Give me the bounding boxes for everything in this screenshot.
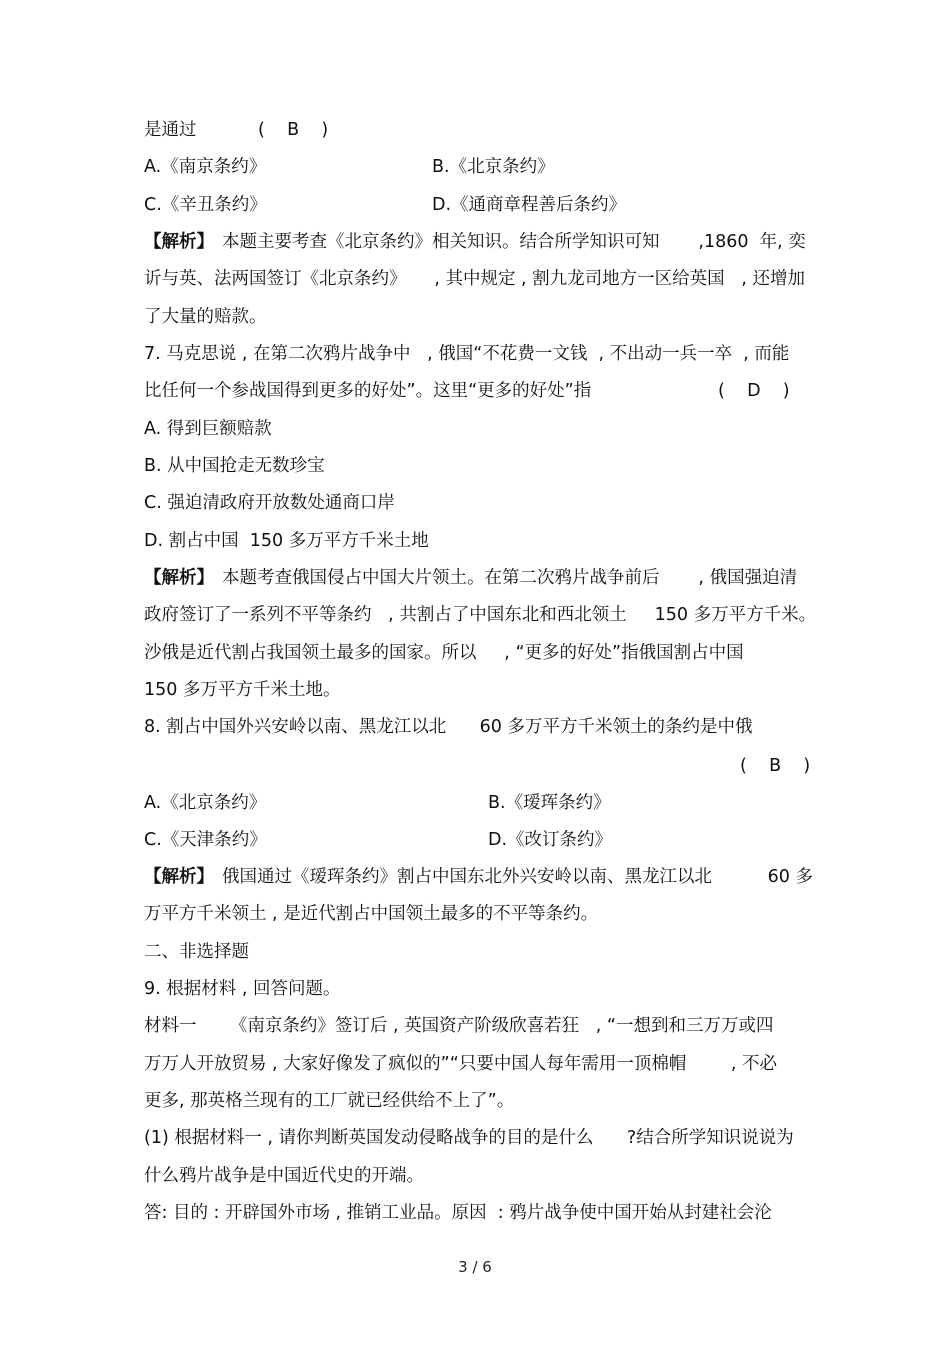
q7-option-a: A. 得到巨额赔款: [144, 419, 272, 439]
q9-material-line-2: 万万人开放贸易 , 大家好像发了疯似的”“只要中国人每年需用一顶棉帽 , 不必: [144, 1054, 777, 1074]
q9-answer-line: 答: 目的 : 开辟国外市场 , 推销工业品。原因 : 鸦片战争使中国开始从封建社会沦: [144, 1203, 772, 1223]
q8-analysis-tag: 【解析】: [144, 867, 214, 887]
q7-analysis-line-1: 本题考查俄国侵占中国大片领土。在第二次鸦片战争前后 , 俄国强迫清: [222, 568, 798, 588]
q7-option-b: B. 从中国抢走无数珍宝: [144, 456, 325, 476]
q6-stem-end: 是通过: [144, 120, 197, 140]
q7-option-d: D. 割占中国 150 多万平方千米土地: [144, 531, 429, 551]
q9-stem: 9. 根据材料 , 回答问题。: [144, 979, 341, 999]
q8-option-d: D.《改订条约》: [488, 830, 613, 850]
q8-option-a: A.《北京条约》: [144, 793, 267, 813]
q6-analysis-line-1: 本题主要考查《北京条约》相关知识。结合所学知识可知 ,1860 年, 奕: [222, 232, 806, 252]
q8-stem: 8. 割占中国外兴安岭以南、黑龙江以北 60 多万平方千米领土的条约是中俄: [144, 717, 753, 737]
q9-sub1-line-2: 什么鸦片战争是中国近代史的开端。: [144, 1166, 424, 1186]
q6-analysis-line-3: 了大量的赔款。: [144, 307, 267, 327]
q7-analysis-line-2: 政府签订了一系列不平等条约 , 共割占了中国东北和西北领土 150 多万平方千米。: [144, 605, 817, 625]
q6-option-b: B.《北京条约》: [432, 157, 555, 177]
q6-option-a: A.《南京条约》: [144, 157, 267, 177]
q6-option-c: C.《辛丑条约》: [144, 195, 267, 215]
q8-option-b: B.《瑷珲条约》: [488, 793, 611, 813]
q9-material-line-1: 材料一 《南京条约》签订后 , 英国资产阶级欣喜若狂 , “一想到和三万万或四: [144, 1016, 774, 1036]
page-number: 3 / 6: [458, 1258, 492, 1276]
q6-analysis-tag: 【解析】: [144, 232, 214, 252]
q7-stem-line-1: 7. 马克思说 , 在第二次鸦片战争中 , 俄国“不花费一文钱 , 不出动一兵一卒 , 而能: [144, 344, 790, 364]
q9-material-line-3: 更多, 那英格兰现有的工厂就已经供给不上了”。: [144, 1091, 515, 1111]
q7-analysis-tag: 【解析】: [144, 568, 214, 588]
q7-analysis-line-3: 沙俄是近代割占我国领土最多的国家。所以 , “更多的好处”指俄国割占中国: [144, 643, 744, 663]
q7-option-c: C. 强迫清政府开放数处通商口岸: [144, 493, 395, 513]
q8-analysis-line-1: 俄国通过《瑷珲条约》割占中国东北外兴安岭以南、黑龙江以北 60 多: [222, 867, 813, 887]
q8-analysis-line-2: 万平方千米领土 , 是近代割占中国领土最多的不平等条约。: [144, 904, 599, 924]
q7-analysis-line-4: 150 多万平方千米土地。: [144, 680, 341, 700]
q6-analysis-line-2: 䜣与英、法两国签订《北京条约》 , 其中规定 , 割九龙司地方一区给英国 , 还增加: [144, 269, 805, 289]
section-heading: 二、非选择题: [144, 942, 249, 962]
q6-option-d: D.《通商章程善后条约》: [432, 195, 627, 215]
q9-sub1-line-1: (1) 根据材料一 , 请你判断英国发动侵略战争的目的是什么 ?结合所学知识说说为: [144, 1128, 794, 1148]
q6-answer-mark: ( B ): [258, 120, 329, 140]
q7-answer-mark: ( D ): [718, 381, 790, 401]
q7-stem-line-2: 比任何一个参战国得到更多的好处”。这里“更多的好处”指: [144, 381, 592, 401]
q8-answer-mark: ( B ): [740, 756, 811, 776]
q8-option-c: C.《天津条约》: [144, 830, 267, 850]
